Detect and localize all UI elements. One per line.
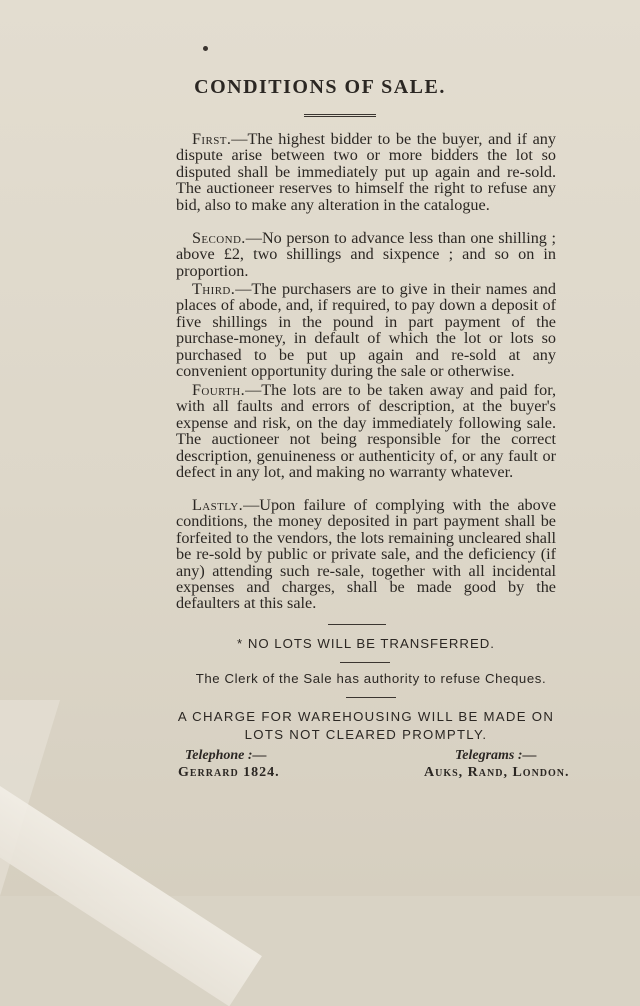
ink-dot bbox=[203, 46, 208, 51]
condition-third-lead: Third. bbox=[192, 280, 236, 298]
condition-second bbox=[176, 230, 556, 279]
condition-lastly-text: —Upon failure of complying with the above conditions, the money deposited in part payment shall be forfeited to the vendors, the lots remaining uncleared shall be re-sold by public or private sale, and the deficiency (if any) attending such re-sale, together with all incidental expenses and charges, shall be made good by the defaulters at this sale. bbox=[176, 496, 556, 613]
divider-2 bbox=[340, 662, 390, 663]
condition-third bbox=[176, 281, 556, 379]
cheques-notice: The Clerk of the Sale has authority to refuse Cheques. bbox=[195, 671, 547, 686]
warehousing-notice: A CHARGE FOR WAREHOUSING WILL BE MADE ON LOTS NOT CLEARED PROMPTLY. bbox=[177, 709, 555, 742]
divider-1 bbox=[328, 624, 386, 625]
telephone-number: Gerrard 1824. bbox=[178, 765, 280, 780]
condition-lastly bbox=[176, 497, 556, 612]
condition-fourth-lead: Fourth. bbox=[192, 381, 246, 399]
condition-first bbox=[176, 131, 556, 213]
divider-3 bbox=[346, 697, 396, 698]
telephone-number-block bbox=[178, 765, 280, 781]
telephone-block bbox=[185, 748, 267, 764]
telegrams-block bbox=[455, 748, 537, 764]
no-transfer-notice: * NO LOTS WILL BE TRANSFERRED. bbox=[237, 636, 495, 651]
telegrams-label: Telegrams :— bbox=[455, 748, 537, 763]
condition-lastly-lead: Lastly. bbox=[192, 496, 244, 514]
condition-second-text: —No person to advance less than one shilling ; above £2, two shillings and sixpence ; and so on in proportion. bbox=[176, 229, 556, 280]
condition-second-lead: Second. bbox=[192, 229, 246, 247]
condition-fourth bbox=[176, 382, 556, 480]
telegrams-address-block bbox=[424, 765, 570, 781]
telephone-label: Telephone :— bbox=[185, 748, 267, 763]
condition-first-lead: First. bbox=[192, 130, 232, 148]
condition-fourth-text: —The lots are to be taken away and paid for, with all faults and errors of description, at the buyer's expense and risk, on the day immediately following sale. The auctioneer not being responsible for the correct description, genuineness or authenticity of, or any fault or defect in any lot, and making no warranty whatever. bbox=[176, 381, 556, 482]
page-title: CONDITIONS OF SALE. bbox=[194, 76, 446, 98]
telegrams-address: Auks, Rand, London. bbox=[424, 765, 570, 780]
condition-third-text: —The purchasers are to give in their names and places of abode, and, if required, to pay down a deposit of five shillings in the pound in part payment of the purchase-money, in default of which the lot or lots so purchased to be put up again and re-sold at any convenient opportunity during the sale or otherwise. bbox=[176, 280, 556, 381]
condition-first-text: —The highest bidder to be the buyer, and if any dispute arise between two or more bidders the lot so disputed shall be immediately put up again and re-sold. The auctioneer reserves to himself the right to refuse any bid, also to make any alteration in the catalogue. bbox=[176, 130, 556, 214]
title-rule bbox=[304, 114, 376, 117]
